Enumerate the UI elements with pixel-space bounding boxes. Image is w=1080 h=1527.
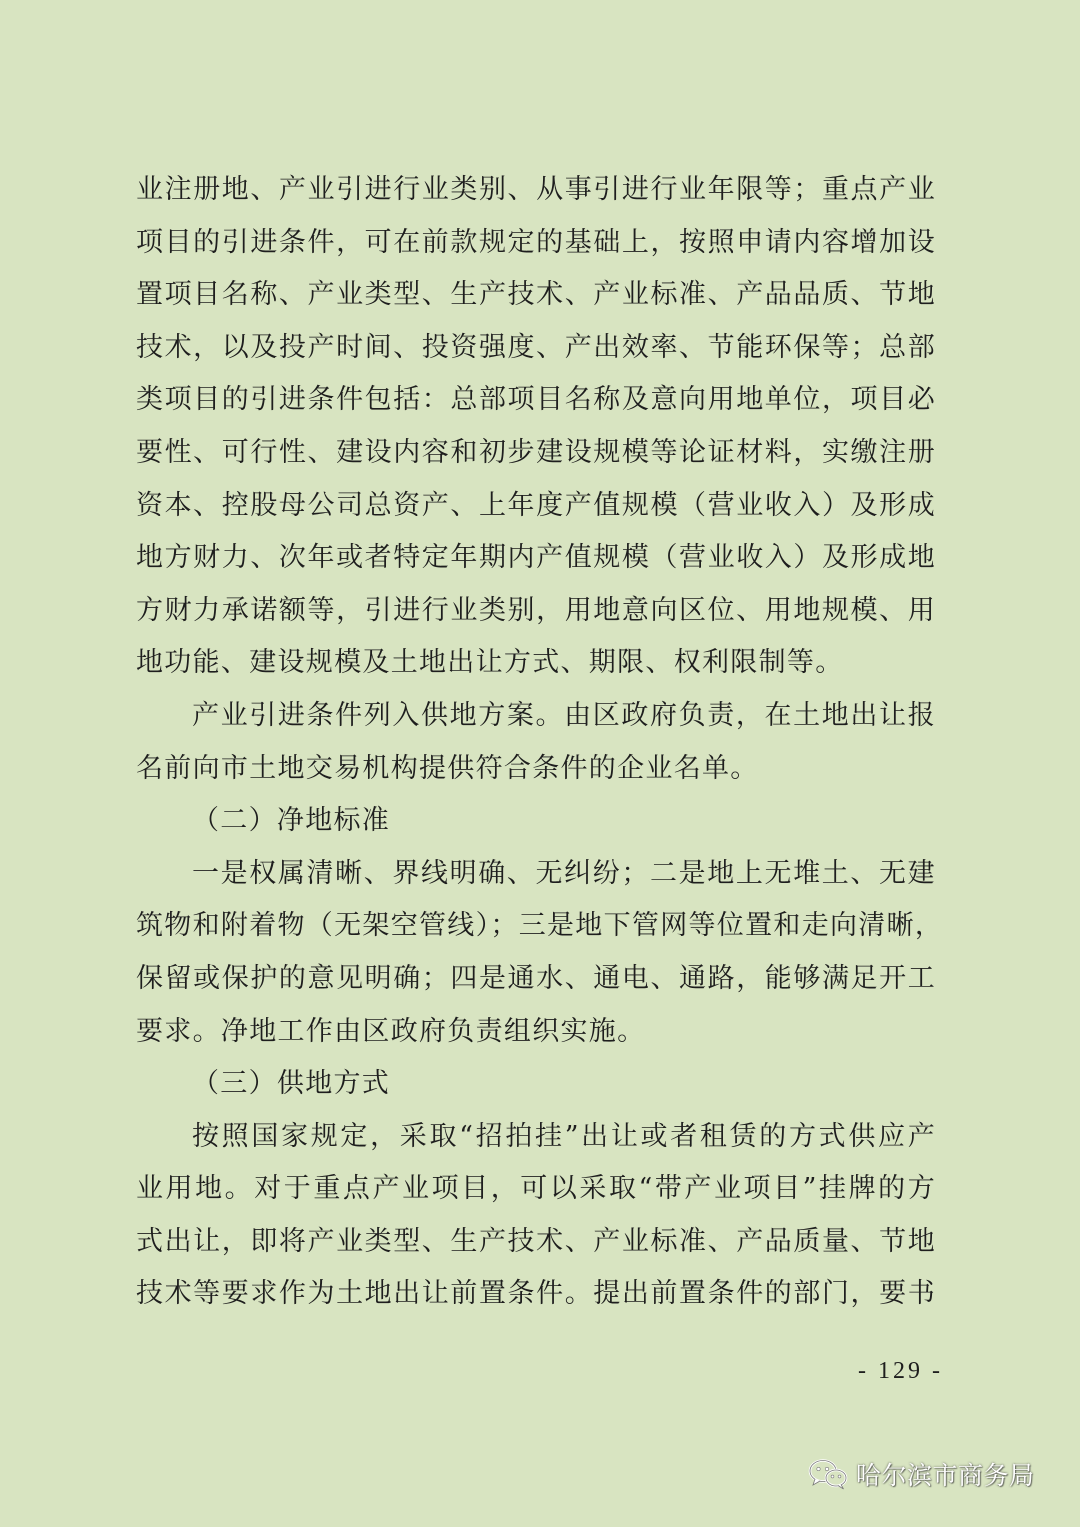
text-line: 项目的引进条件，可在前款规定的基础上，按照申请内容增加设 <box>136 226 936 258</box>
text-line: 按照国家规定，采取“招拍挂”出让或者租赁的方式供应产 <box>192 1120 936 1152</box>
text-line: 技术等要求作为土地出让前置条件。提出前置条件的部门，要书 <box>136 1278 936 1310</box>
text-line: 保留或保护的意见明确；四是通水、通电、通路，能够满足开工 <box>136 962 936 994</box>
text-line: 筑物和附着物（无架空管线）；三是地下管网等位置和走向清晰， <box>136 910 944 942</box>
text-line: 类项目的引进条件包括：总部项目名称及意向用地单位，项目必 <box>136 384 936 416</box>
section-heading-land-supply-method: （三）供地方式 <box>192 1068 391 1100</box>
text-line: 要求。净地工作由区政府负责组织实施。 <box>136 1015 646 1047</box>
text-line: 产业引进条件列入供地方案。由区政府负责，在土地出让报 <box>192 699 936 731</box>
text-line: 名前向市土地交易机构提供符合条件的企业名单。 <box>136 752 759 784</box>
text-line: 技术，以及投产时间、投资强度、产出效率、节能环保等；总部 <box>136 331 936 363</box>
text-line: 业注册地、产业引进行业类别、从事引进行业年限等；重点产业 <box>136 174 936 205</box>
text-line: 业用地。对于重点产业项目，可以采取“带产业项目”挂牌的方 <box>136 1173 936 1205</box>
source-watermark <box>808 1456 1035 1492</box>
paragraph-clean-land-standard <box>136 848 944 1058</box>
text-line: 式出让，即将产业类型、生产技术、产业标准、产品质量、节地 <box>136 1225 936 1257</box>
page-number: - 129 - <box>858 1358 943 1384</box>
wechat-icon <box>808 1458 848 1490</box>
text-line: 置项目名称、产业类型、生产技术、产业标准、产品品质、节地 <box>136 279 936 311</box>
text-line: 资本、控股母公司总资产、上年度产值规模（营业收入）及形成 <box>136 489 936 521</box>
paragraph-land-supply-method <box>136 1111 936 1321</box>
paragraph-supply-plan <box>136 690 936 795</box>
text-line: 一是权属清晰、界线明确、无纠纷；二是地上无堆土、无建 <box>192 857 936 889</box>
paragraph-industry-conditions <box>136 164 936 690</box>
section-heading-clean-land-standard: （二）净地标准 <box>192 805 391 837</box>
document-body <box>136 164 944 1321</box>
text-line: 方财力承诺额等，引进行业类别，用地意向区位、用地规模、用 <box>136 594 936 626</box>
watermark-account-name: 哈尔滨市商务局 <box>856 1461 1035 1490</box>
text-line: 地功能、建设规模及土地出让方式、期限、权利限制等。 <box>136 647 844 679</box>
text-line: 要性、可行性、建设内容和初步建设规模等论证材料，实缴注册 <box>136 436 936 468</box>
text-line: 地方财力、次年或者特定年期内产值规模（营业收入）及形成地 <box>136 542 936 574</box>
